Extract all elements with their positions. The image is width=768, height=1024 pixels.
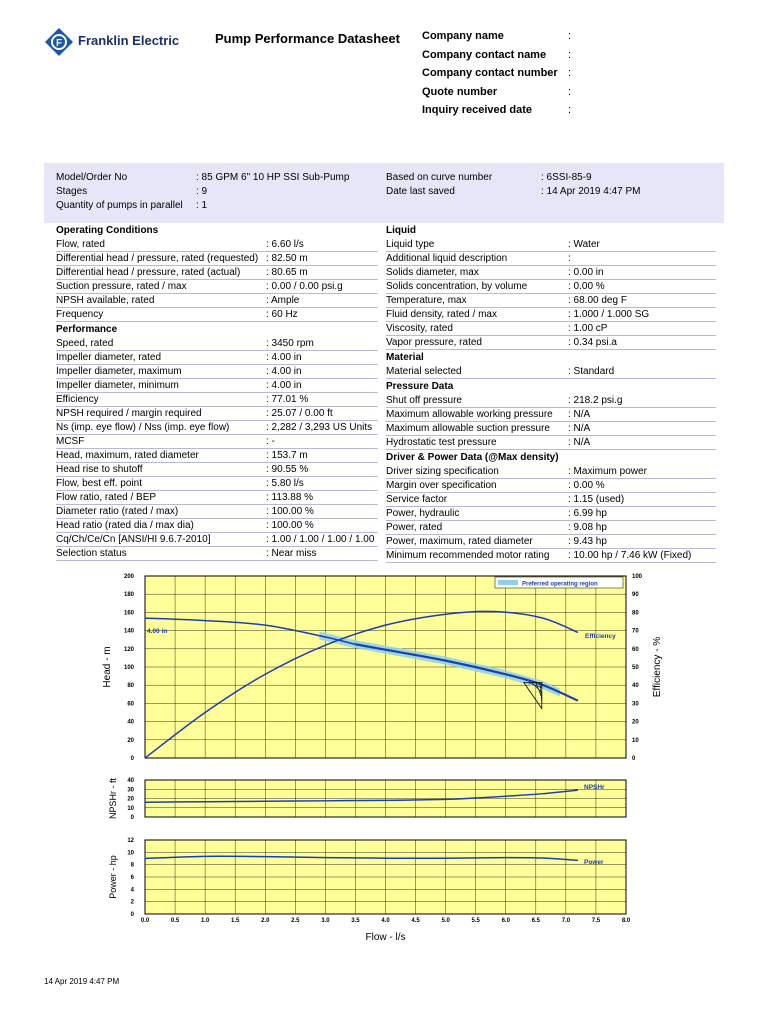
row-value: : Standard [568, 366, 615, 377]
data-row [56, 379, 378, 393]
row-label: Maximum allowable working pressure [386, 409, 553, 420]
row-label: Speed, rated [56, 338, 114, 349]
row-value: : Ample [266, 295, 300, 306]
x-tick-label: 3.5 [351, 918, 360, 924]
summary-row [56, 199, 386, 213]
section-title: Liquid [386, 225, 416, 236]
data-row [386, 493, 716, 507]
logo-text: Franklin Electric [78, 33, 180, 48]
y-tick-label: 0 [130, 815, 134, 821]
y-tick-label: 12 [127, 838, 134, 844]
y2-tick-label: 70 [632, 628, 639, 635]
impeller-diameter-label: 4.00 in [147, 628, 168, 635]
company-field [422, 30, 752, 49]
data-row [56, 365, 378, 379]
row-value: : 6.60 l/s [266, 239, 304, 250]
y-tick-label: 10 [127, 805, 134, 812]
data-row [56, 435, 378, 449]
section-title: Operating Conditions [56, 225, 159, 236]
data-row [56, 351, 378, 365]
summary-band [44, 163, 724, 223]
row-value: : 0.00 / 0.00 psi.g [266, 281, 343, 292]
row-label: Power, hydraulic [386, 508, 460, 519]
company-field-label: Quote number [422, 85, 498, 98]
row-label: Maximum allowable suction pressure [386, 423, 550, 434]
row-label: Solids diameter, max [386, 267, 479, 278]
summary-row [56, 171, 386, 185]
y-tick-label: 20 [127, 737, 134, 744]
y-tick-label: 2 [130, 899, 134, 906]
svg-text:F: F [55, 38, 63, 49]
row-value: : 0.00 in [568, 267, 604, 278]
summary-row [386, 171, 716, 185]
x-tick-label: 2.0 [261, 918, 270, 924]
summary-value: : 6SSI-85-9 [541, 172, 592, 183]
row-value: : Maximum power [568, 466, 647, 477]
y-tick-label: 0 [130, 912, 134, 918]
x-tick-label: 1.5 [231, 918, 240, 924]
row-value: : 0.00 % [568, 281, 605, 292]
left-column [56, 223, 378, 561]
summary-value: : 1 [196, 200, 208, 211]
data-row [56, 266, 378, 280]
row-label: Head ratio (rated dia / max dia) [56, 520, 194, 531]
company-field [422, 86, 752, 105]
data-row [56, 421, 378, 435]
row-label: Power, rated [386, 522, 443, 533]
right-column [386, 223, 716, 563]
x-tick-label: 2.5 [291, 918, 300, 924]
company-field-label: Company contact number [422, 67, 558, 79]
row-value: : 82.50 m [266, 253, 308, 264]
x-tick-label: 7.5 [591, 918, 601, 924]
data-row [386, 294, 716, 308]
row-value: : 4.00 in [266, 352, 302, 363]
row-value: : 1.00 cP [568, 323, 608, 334]
y2-tick-label: 10 [632, 737, 639, 744]
row-value: : 5.80 l/s [266, 478, 304, 489]
data-row [386, 365, 716, 379]
x-tick-label: 6.5 [531, 918, 540, 924]
y2-tick-label: 50 [632, 665, 639, 671]
section-title: Material [386, 352, 424, 363]
data-row [386, 394, 716, 408]
y-tick-label: 0 [130, 756, 134, 762]
row-label: Cq/Ch/Ce/Cn [ANSI/HI 9.6.7-2010] [56, 534, 211, 545]
row-value: : - [266, 436, 275, 447]
company-field-colon: : [568, 48, 572, 61]
x-tick-label: 7.0 [561, 918, 571, 924]
row-value: : 2,282 / 3,293 US Units [266, 422, 373, 433]
data-row [56, 393, 378, 407]
company-field-colon: : [568, 104, 572, 116]
row-value: : 68.00 deg F [568, 295, 627, 306]
data-row [386, 308, 716, 322]
row-value: : 10.00 hp / 7.46 kW (Fixed) [568, 550, 692, 561]
summary-value: : 85 GPM 6" 10 HP SSI Sub-Pump [196, 172, 350, 183]
row-value: : 1.15 (used) [568, 494, 625, 505]
section-title: Pressure Data [386, 381, 454, 392]
row-value: : 80.65 m [266, 267, 308, 278]
y-tick-label: 6 [130, 875, 134, 881]
data-row [56, 519, 378, 533]
data-row [386, 465, 716, 479]
y-tick-label: 140 [123, 628, 134, 635]
data-row [56, 407, 378, 421]
y-tick-label: 40 [127, 719, 134, 726]
row-value: : 90.55 % [266, 464, 309, 475]
row-label: Material selected [386, 366, 462, 377]
x-tick-label: 6.0 [501, 918, 510, 924]
row-label: Hydrostatic test pressure [386, 437, 497, 448]
company-field [422, 49, 752, 68]
y-tick-label: 8 [130, 862, 134, 869]
y-axis-label: NPSHr - ft [108, 777, 118, 820]
row-label: Impeller diameter, minimum [56, 380, 179, 391]
summary-label: Date last saved [386, 186, 455, 197]
row-label: Temperature, max [386, 295, 467, 306]
y2-tick-label: 90 [632, 592, 639, 599]
y-tick-label: 200 [123, 574, 134, 580]
data-row [386, 322, 716, 336]
summary-label: Based on curve number [386, 172, 493, 183]
y2-tick-label: 60 [632, 646, 639, 653]
row-label: Head rise to shutoff [56, 464, 143, 475]
y-axis-label: Head - m [102, 646, 113, 688]
summary-value: : 14 Apr 2019 4:47 PM [541, 186, 641, 197]
data-row [386, 252, 716, 266]
document-title: Pump Performance Datasheet [215, 31, 400, 46]
row-value: : 77.01 % [266, 394, 309, 405]
summary-value: : 9 [196, 186, 208, 197]
row-label: NPSH required / margin required [56, 408, 202, 419]
row-value: : 25.07 / 0.00 ft [266, 408, 333, 419]
y-tick-label: 180 [123, 592, 134, 599]
row-value: : N/A [568, 409, 591, 420]
row-label: Impeller diameter, maximum [56, 366, 182, 377]
company-field-colon: : [568, 85, 572, 98]
row-label: Minimum recommended motor rating [386, 550, 550, 561]
summary-label: Quantity of pumps in parallel [56, 200, 183, 211]
row-value: : 3450 rpm [266, 338, 314, 349]
row-label: Flow, best eff. point [56, 478, 142, 489]
y-tick-label: 160 [123, 610, 134, 617]
row-label: MCSF [56, 436, 85, 447]
company-field-colon: : [568, 30, 572, 42]
row-value: : 100.00 % [266, 506, 314, 517]
row-label: NPSH available, rated [56, 295, 155, 306]
company-field-label: Inquiry received date [422, 104, 533, 116]
x-tick-label: 3.0 [321, 918, 330, 924]
npshr-label: NPSHr [584, 784, 605, 791]
row-label: Ns (imp. eye flow) / Nss (imp. eye flow) [56, 422, 230, 433]
row-label: Selection status [56, 548, 127, 559]
y-axis-label: Power - hp [108, 855, 118, 899]
row-value: : 4.00 in [266, 366, 302, 377]
row-value: : 0.34 psi.a [568, 337, 617, 348]
power-label: Power [584, 859, 604, 866]
row-label: Efficiency [56, 394, 99, 405]
row-value: : 153.7 m [266, 450, 308, 461]
summary-label: Model/Order No [56, 172, 128, 183]
legend-label: Preferred operating region [522, 581, 598, 588]
x-tick-label: 4.0 [381, 918, 390, 924]
data-row [386, 479, 716, 493]
section-title: Performance [56, 324, 118, 335]
row-value: : N/A [568, 423, 591, 434]
row-label: Margin over specification [386, 480, 497, 491]
company-info [422, 30, 752, 123]
summary-row [386, 185, 716, 199]
y-tick-label: 80 [127, 683, 134, 690]
row-label: Liquid type [386, 239, 435, 250]
row-value: : 1.000 / 1.000 SG [568, 309, 650, 320]
data-row [386, 280, 716, 294]
franklin-logo-icon [44, 27, 74, 57]
x-tick-label: 5.5 [471, 918, 480, 924]
data-row [56, 238, 378, 252]
efficiency-label: Efficiency [585, 633, 616, 640]
footer-timestamp: 14 Apr 2019 4:47 PM [44, 977, 120, 986]
row-value: : 218.2 psi.g [568, 395, 623, 406]
data-row [386, 408, 716, 422]
row-label: Frequency [56, 309, 104, 320]
legend-swatch [498, 580, 518, 585]
row-value: : 1.00 / 1.00 / 1.00 / 1.00 [266, 534, 375, 545]
company-field-label: Company name [422, 30, 504, 42]
row-label: Diameter ratio (rated / max) [56, 506, 179, 517]
row-value: : N/A [568, 437, 591, 448]
data-row [386, 422, 716, 436]
x-tick-label: 0.0 [140, 918, 150, 924]
x-axis-label: Flow - l/s [365, 932, 406, 943]
data-row [56, 280, 378, 294]
section-title: Driver & Power Data (@Max density) [386, 452, 559, 463]
data-row [386, 266, 716, 280]
y2-tick-label: 20 [632, 719, 639, 726]
company-field-label: Company contact name [422, 48, 547, 61]
y-tick-label: 20 [127, 796, 134, 803]
data-row [56, 449, 378, 463]
x-tick-label: 1.0 [200, 918, 210, 924]
row-label: Service factor [386, 494, 448, 505]
x-tick-label: 8.0 [621, 918, 631, 924]
summary-row [56, 185, 386, 199]
y2-tick-label: 100 [632, 574, 643, 580]
row-value: : 4.00 in [266, 380, 302, 391]
row-label: Flow ratio, rated / BEP [56, 492, 157, 503]
row-label: Impeller diameter, rated [56, 352, 162, 363]
row-value: : 6.99 hp [568, 508, 607, 519]
row-label: Fluid density, rated / max [386, 309, 497, 320]
data-row [386, 436, 716, 450]
data-row [386, 507, 716, 521]
row-label: Viscosity, rated [386, 323, 453, 334]
x-tick-label: 0.5 [170, 918, 180, 924]
row-label: Suction pressure, rated / max [56, 281, 187, 292]
y-tick-label: 10 [127, 850, 134, 857]
data-row [56, 505, 378, 519]
company-field-colon: : [568, 67, 572, 79]
x-tick-label: 5.0 [441, 918, 450, 924]
data-row [386, 521, 716, 535]
row-label: Driver sizing specification [386, 466, 499, 477]
row-label: Differential head / pressure, rated (actual) [56, 267, 241, 278]
row-label: Differential head / pressure, rated (requested) [56, 253, 259, 264]
y-tick-label: 60 [127, 701, 134, 708]
row-value: : Near miss [266, 548, 317, 559]
y2-tick-label: 80 [632, 610, 639, 617]
row-label: Shut off pressure [386, 395, 462, 406]
y-tick-label: 40 [127, 778, 134, 784]
data-row [56, 337, 378, 351]
data-row [56, 477, 378, 491]
row-label: Vapor pressure, rated [386, 337, 482, 348]
performance-charts [0, 560, 768, 960]
y-tick-label: 100 [123, 665, 134, 671]
x-tick-label: 4.5 [411, 918, 420, 924]
y2-tick-label: 0 [632, 756, 636, 762]
row-label: Head, maximum, rated diameter [56, 450, 199, 461]
y2-axis-label: Efficiency - % [652, 636, 663, 698]
summary-label: Stages [56, 186, 88, 197]
data-row [56, 252, 378, 266]
row-value: : Water [568, 239, 600, 250]
y2-tick-label: 40 [632, 683, 639, 690]
company-field [422, 67, 752, 86]
data-row [56, 533, 378, 547]
data-row [386, 535, 716, 549]
row-value: : 100.00 % [266, 520, 314, 531]
row-value: : 113.88 % [266, 492, 314, 503]
data-row [56, 463, 378, 477]
row-value: : 9.08 hp [568, 522, 607, 533]
row-label: Solids concentration, by volume [386, 281, 528, 292]
franklin-electric-logo [44, 24, 244, 60]
data-row [56, 491, 378, 505]
data-row [56, 308, 378, 322]
row-value: : 9.43 hp [568, 536, 607, 547]
row-label: Power, maximum, rated diameter [386, 536, 533, 547]
row-value: : 60 Hz [266, 309, 298, 320]
row-value: : 0.00 % [568, 480, 605, 491]
y2-tick-label: 30 [632, 701, 639, 708]
y-tick-label: 30 [127, 787, 134, 794]
row-value: : [568, 253, 571, 264]
row-label: Additional liquid description [386, 253, 508, 264]
row-label: Flow, rated [56, 239, 105, 250]
data-row [386, 238, 716, 252]
company-field [422, 104, 752, 123]
data-row [386, 336, 716, 350]
data-row [56, 547, 378, 561]
y-tick-label: 120 [123, 646, 134, 653]
y-tick-label: 4 [130, 887, 134, 894]
data-row [56, 294, 378, 308]
